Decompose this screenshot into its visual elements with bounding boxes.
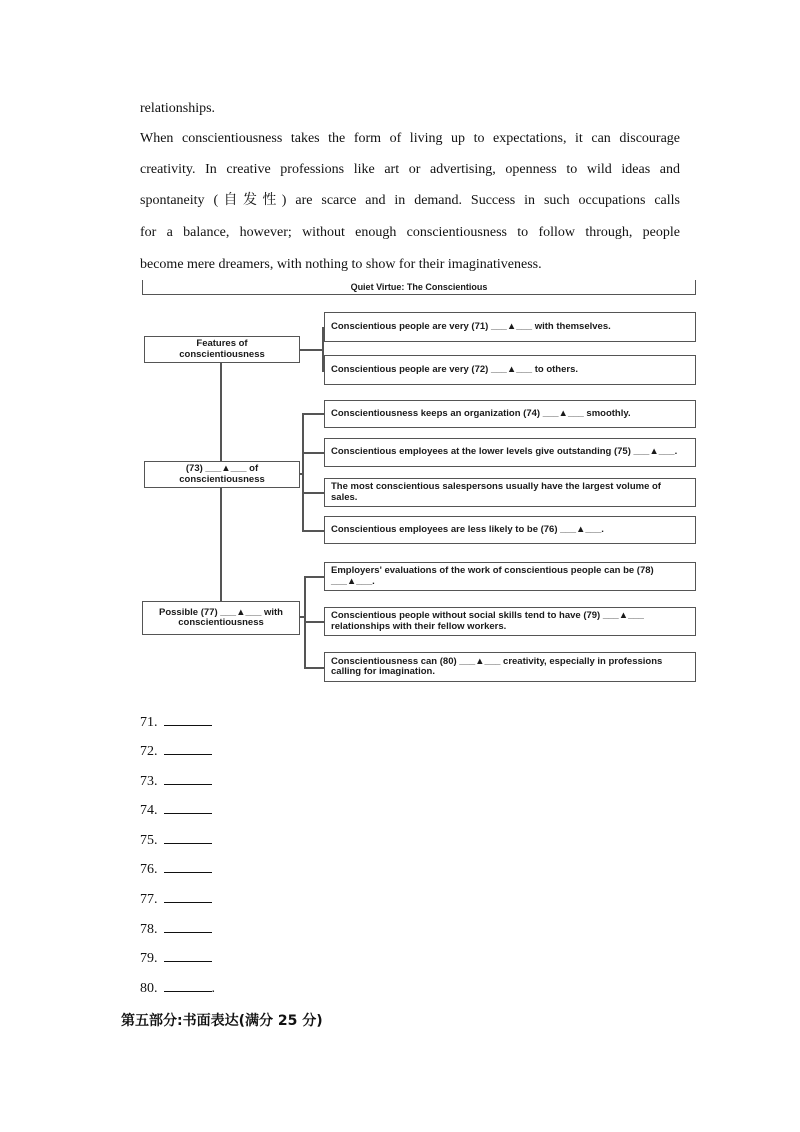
answer-number: 76. <box>140 862 158 877</box>
answer-line-74 <box>140 801 212 819</box>
connector-line <box>302 413 324 415</box>
answer-line-73 <box>140 772 212 790</box>
box-80: Conscientiousness can (80) ___▲___ creativity, especially in professions calling for imagination. <box>324 652 696 682</box>
connector-line <box>220 362 222 616</box>
connector-line <box>304 621 324 623</box>
connector-line <box>304 667 324 669</box>
connector-line <box>302 413 304 531</box>
answer-number: 78. <box>140 922 158 937</box>
connector-line <box>302 452 324 454</box>
category-line: (73) ___▲___ of <box>185 463 259 474</box>
connector-line <box>304 576 324 578</box>
passage-line: relationships. <box>140 101 216 116</box>
answer-line-78 <box>140 920 212 938</box>
box-75: Conscientious employees at the lower levels give outstanding (75) ___▲___. <box>324 438 696 467</box>
answer-line-80 <box>140 979 215 997</box>
answer-blank[interactable] <box>164 831 212 844</box>
answer-number: 72. <box>140 744 158 759</box>
answer-number: 79. <box>140 951 158 966</box>
category-features <box>144 336 300 363</box>
answer-blank[interactable] <box>164 772 212 785</box>
category-line: Possible (77) ___▲___ with <box>159 606 283 618</box>
passage-line: When conscientiousness takes the form of living up to expectations, it can discourage <box>140 131 680 146</box>
answer-line-77 <box>140 890 212 908</box>
box-72: Conscientious people are very (72) ___▲___ to others. <box>324 355 696 385</box>
answer-number: 77. <box>140 892 158 907</box>
answer-blank[interactable] <box>164 979 212 992</box>
box-74: Conscientiousness keeps an organization (74) ___▲___ smoothly. <box>324 400 696 428</box>
answer-number: 80. <box>140 981 158 996</box>
answer-number: 71. <box>140 715 158 730</box>
category-line: conscientiousness <box>179 348 265 360</box>
category-line: conscientiousness <box>178 617 264 628</box>
answer-line-75 <box>140 831 212 849</box>
passage-line: spontaneity (自发性) are scarce and in demand. Success in such occupations calls <box>140 193 680 208</box>
answer-line-71 <box>140 713 212 731</box>
answer-blank[interactable] <box>164 920 212 933</box>
answer-number: 73. <box>140 774 158 789</box>
category-line: Features of <box>196 338 248 349</box>
passage-line: creativity. In creative professions like art or advertising, openness to wild ideas and <box>140 162 680 177</box>
category-77 <box>142 601 300 635</box>
diagram-title: Quiet Virtue: The Conscientious <box>142 280 696 295</box>
answer-blank[interactable] <box>164 860 212 873</box>
box-sales: The most conscientious salespersons usually have the largest volume of sales. <box>324 478 696 507</box>
box-79: Conscientious people without social skills tend to have (79) ___▲___ relationships with their fellow workers. <box>324 607 696 636</box>
answer-number: 75. <box>140 833 158 848</box>
answer-blank[interactable] <box>164 890 212 903</box>
answer-period: . <box>211 981 215 996</box>
passage-line: become mere dreamers, with nothing to show for their imaginativeness. <box>140 257 542 272</box>
answer-blank[interactable] <box>164 801 212 814</box>
connector-line <box>300 349 322 351</box>
connector-line <box>302 492 324 494</box>
box-76: Conscientious employees are less likely to be (76) ___▲___. <box>324 516 696 544</box>
box-71: Conscientious people are very (71) ___▲___ with themselves. <box>324 312 696 342</box>
answer-blank[interactable] <box>164 742 212 755</box>
answer-line-72 <box>140 742 212 760</box>
answer-blank[interactable] <box>164 713 212 726</box>
category-73 <box>144 461 300 488</box>
conscientiousness-diagram <box>142 280 698 684</box>
answer-blank[interactable] <box>164 949 212 962</box>
answer-line-79 <box>140 949 212 967</box>
passage-line: for a balance, however; without enough conscientiousness to follow through, people <box>140 225 680 240</box>
answer-number: 74. <box>140 803 158 818</box>
connector-line <box>302 530 324 532</box>
category-line: conscientiousness <box>179 473 265 485</box>
box-78: Employers' evaluations of the work of conscientious people can be (78) ___▲___. <box>324 562 696 591</box>
section-heading: 第五部分:书面表达(满分 25 分) <box>121 1013 323 1029</box>
answer-line-76 <box>140 860 212 878</box>
